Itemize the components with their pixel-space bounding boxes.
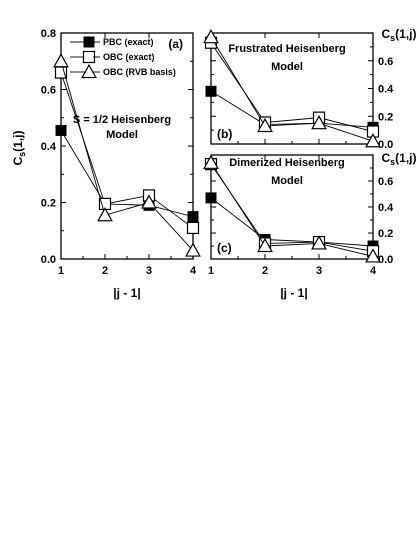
legend-label: OBC (exact) xyxy=(103,52,155,62)
legend-entry xyxy=(70,52,155,63)
x-tick-label: 3 xyxy=(315,265,323,277)
chart-panel-c xyxy=(204,151,416,300)
series-line xyxy=(211,198,373,246)
plot-frame xyxy=(211,155,373,259)
y-tick-label: 0.8 xyxy=(40,28,56,40)
y-tick-label: 0.6 xyxy=(378,176,394,188)
chart-panel-b xyxy=(204,27,416,151)
legend-label: PBC (exact) xyxy=(103,37,154,47)
y-axis-label: $C_s(1,j)$ xyxy=(11,130,27,166)
series-line xyxy=(61,130,193,216)
x-tick-label: 4 xyxy=(189,265,197,277)
panel-title-line: Model xyxy=(271,61,303,73)
data-point xyxy=(206,86,216,96)
panel-title-line: Frustrated Heisenberg xyxy=(228,43,346,55)
y-tick-label: 0.4 xyxy=(378,83,394,96)
data-point xyxy=(188,222,199,233)
legend-label: OBC (RVB basis) xyxy=(103,67,176,77)
y-tick-label: 0.0 xyxy=(378,254,394,266)
panel-label: (a) xyxy=(168,37,183,51)
data-point xyxy=(206,193,216,203)
x-tick-label: 4 xyxy=(369,265,377,277)
y-tick-label: 0.0 xyxy=(40,254,56,266)
legend-marker xyxy=(84,52,95,63)
panel-label: (c) xyxy=(217,241,232,255)
series-line xyxy=(211,43,373,132)
data-point xyxy=(188,212,198,222)
y-tick-label: 0.2 xyxy=(378,228,394,240)
data-point xyxy=(56,125,66,135)
y-tick-label: 0.6 xyxy=(40,84,56,97)
y-tick-label: 0.2 xyxy=(378,111,394,124)
series-line xyxy=(211,91,373,127)
y-tick-label: 0.0 xyxy=(378,139,394,151)
panel-title-line: Model xyxy=(106,129,138,141)
x-axis-label: |j - 1| xyxy=(280,286,308,300)
panel-label: (b) xyxy=(217,127,233,141)
series-pbc-exact xyxy=(206,193,378,251)
panel-title-line: Dimerized Heisenberg xyxy=(229,157,345,169)
x-tick-label: 3 xyxy=(145,265,153,277)
data-point xyxy=(98,208,112,220)
legend xyxy=(70,37,176,78)
panel-title-line: Model xyxy=(271,175,303,187)
data-point xyxy=(56,67,67,78)
x-tick-label: 2 xyxy=(261,265,269,277)
data-point xyxy=(204,30,218,42)
y-axis-label: $C_s(1,j)$ xyxy=(381,27,417,43)
y-tick-label: 0.2 xyxy=(40,197,56,210)
legend-marker xyxy=(84,37,94,47)
panel-title-line: S = 1/2 Heisenberg xyxy=(72,114,172,126)
y-tick-label: 0.4 xyxy=(40,141,56,153)
y-tick-label: 0.6 xyxy=(378,55,394,68)
data-point xyxy=(54,54,68,66)
x-axis-label: |j - 1| xyxy=(113,286,141,300)
series-pbc-exact xyxy=(206,86,378,132)
x-tick-label: 2 xyxy=(101,265,109,277)
y-axis-label: $C_s(1,j)$ xyxy=(381,151,417,167)
legend-marker xyxy=(82,65,96,77)
legend-entry xyxy=(70,65,176,77)
y-tick-label: 0.4 xyxy=(378,202,394,214)
legend-entry xyxy=(70,37,154,47)
x-tick-label: 1 xyxy=(57,265,65,277)
x-tick-label: 1 xyxy=(207,265,215,277)
series-line xyxy=(61,61,193,250)
